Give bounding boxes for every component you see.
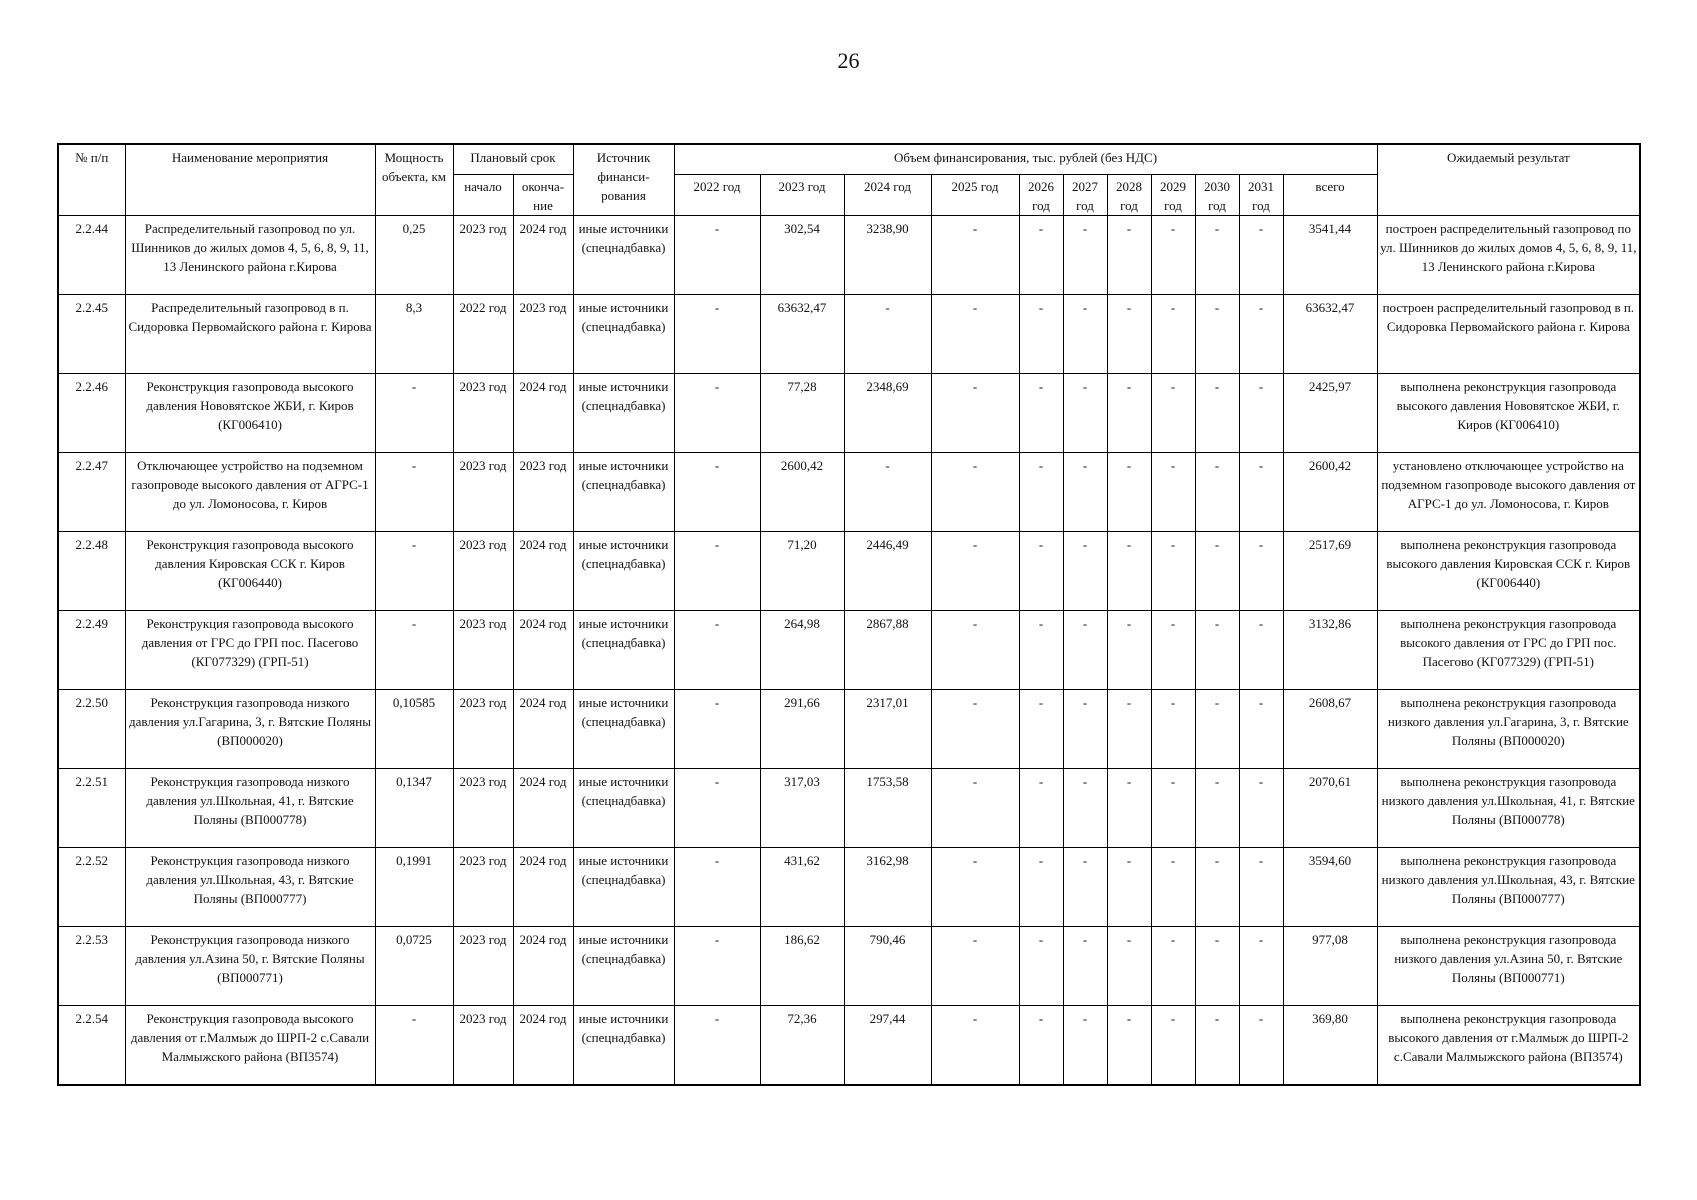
cell-source: иные источники (спецнадбавка) [573,690,674,769]
cell-start: 2023 год [453,690,513,769]
cell-year-value: 431,62 [760,848,844,927]
table-row [58,769,1640,848]
cell-year-value: - [1063,769,1107,848]
cell-year-value: - [1239,216,1283,295]
cell-year-value: - [1239,769,1283,848]
cell-start: 2023 год [453,532,513,611]
cell-year-value: 71,20 [760,532,844,611]
cell-num: 2.2.46 [58,374,125,453]
cell-name: Распределительный газопровод по ул. Шинников до жилых домов 4, 5, 6, 8, 9, 11, 13 Ленинского района г.Кирова [125,216,375,295]
cell-year-value: 2446,49 [844,532,931,611]
cell-year-value: - [1151,374,1195,453]
cell-end: 2024 год [513,374,573,453]
page-number: 26 [837,48,860,73]
header-year: 2030 год [1195,175,1239,216]
cell-name: Реконструкция газопровода высокого давления Кировская ССК г. Киров (КГ006440) [125,532,375,611]
cell-year-value: - [1107,769,1151,848]
table-row [58,453,1640,532]
cell-start: 2023 год [453,927,513,1006]
cell-num: 2.2.52 [58,848,125,927]
cell-year-value: - [1195,690,1239,769]
cell-year-value: 63632,47 [760,295,844,374]
cell-year-value: 3162,98 [844,848,931,927]
cell-year-value: - [1063,927,1107,1006]
cell-num: 2.2.44 [58,216,125,295]
cell-year-value: - [1195,374,1239,453]
cell-start: 2022 год [453,295,513,374]
cell-year-value: 2348,69 [844,374,931,453]
cell-year-value: - [1239,295,1283,374]
cell-start: 2023 год [453,848,513,927]
header-num: № п/п [58,144,125,216]
cell-year-value: - [1107,848,1151,927]
cell-capacity: - [375,611,453,690]
cell-year-value: - [1063,216,1107,295]
cell-year-value: - [1107,611,1151,690]
cell-total: 2600,42 [1283,453,1377,532]
cell-result: построен распределительный газопровод по ул. Шинников до жилых домов 4, 5, 6, 8, 9, 11, 13 Ленинского района г.Кирова [1377,216,1640,295]
header-total: всего [1283,175,1377,216]
cell-total: 2425,97 [1283,374,1377,453]
header-year: 2029 год [1151,175,1195,216]
cell-year-value: - [1151,453,1195,532]
cell-year-value: - [1239,690,1283,769]
cell-start: 2023 год [453,374,513,453]
cell-end: 2024 год [513,848,573,927]
cell-source: иные источники (спецнадбавка) [573,532,674,611]
cell-source: иные источники (спецнадбавка) [573,927,674,1006]
header-name: Наименование мероприятия [125,144,375,216]
cell-year-value: 297,44 [844,1006,931,1086]
cell-year-value: - [931,927,1019,1006]
cell-year-value: - [1019,532,1063,611]
table-row [58,848,1640,927]
cell-year-value: - [1107,374,1151,453]
cell-year-value: - [1151,769,1195,848]
cell-year-value: - [674,611,760,690]
cell-year-value: - [1019,769,1063,848]
cell-year-value: - [931,848,1019,927]
cell-end: 2024 год [513,927,573,1006]
cell-year-value: - [1195,295,1239,374]
cell-year-value: - [1195,532,1239,611]
cell-total: 369,80 [1283,1006,1377,1086]
cell-result: построен распределительный газопровод в п. Сидоровка Первомайского района г. Кирова [1377,295,1640,374]
cell-year-value: - [1151,927,1195,1006]
cell-year-value: - [674,453,760,532]
cell-result: выполнена реконструкция газопровода высокого давления от ГРС до ГРП пос. Пасегово (КГ077329) (ГРП-51) [1377,611,1640,690]
cell-year-value: - [1239,848,1283,927]
table-row [58,690,1640,769]
cell-year-value: - [1107,453,1151,532]
header-funding: Объем финансирования, тыс. рублей (без НДС) [674,144,1377,175]
cell-source: иные источники (спецнадбавка) [573,611,674,690]
header-source: Источник финанси-рования [573,144,674,216]
cell-start: 2023 год [453,1006,513,1086]
cell-result: выполнена реконструкция газопровода высокого давления Нововятское ЖБИ, г. Киров (КГ006410) [1377,374,1640,453]
cell-year-value: 186,62 [760,927,844,1006]
cell-year-value: - [1063,848,1107,927]
header-year: 2022 год [674,175,760,216]
cell-year-value: - [1239,453,1283,532]
header-year: 2031 год [1239,175,1283,216]
cell-year-value: - [1239,927,1283,1006]
cell-result: выполнена реконструкция газопровода высокого давления от г.Малмыж до ШРП-2 с.Савали Малмыжского района (ВП3574) [1377,1006,1640,1086]
cell-year-value: - [1195,453,1239,532]
cell-year-value: - [1063,453,1107,532]
cell-result: выполнена реконструкция газопровода низкого давления ул.Школьная, 43, г. Вятские Поляны (ВП000777) [1377,848,1640,927]
table-row [58,532,1640,611]
cell-year-value: - [1063,532,1107,611]
cell-year-value: - [1195,216,1239,295]
cell-year-value: - [1195,927,1239,1006]
cell-start: 2023 год [453,611,513,690]
cell-total: 3132,86 [1283,611,1377,690]
cell-start: 2023 год [453,769,513,848]
cell-year-value: - [674,927,760,1006]
cell-year-value: - [1107,1006,1151,1086]
cell-result: выполнена реконструкция газопровода низкого давления ул.Школьная, 41, г. Вятские Поляны (ВП000778) [1377,769,1640,848]
cell-start: 2023 год [453,453,513,532]
table-row [58,374,1640,453]
cell-year-value: - [1019,216,1063,295]
cell-year-value: - [1151,848,1195,927]
cell-year-value: - [1019,611,1063,690]
cell-total: 977,08 [1283,927,1377,1006]
cell-year-value: - [1151,690,1195,769]
cell-year-value: 302,54 [760,216,844,295]
cell-year-value: - [931,216,1019,295]
cell-source: иные источники (спецнадбавка) [573,453,674,532]
cell-year-value: - [1019,374,1063,453]
cell-capacity: 0,1991 [375,848,453,927]
header-year: 2028 год [1107,175,1151,216]
cell-year-value: - [1063,611,1107,690]
cell-year-value: - [674,848,760,927]
header-year: 2026 год [1019,175,1063,216]
cell-year-value: - [1151,1006,1195,1086]
cell-year-value: - [674,1006,760,1086]
cell-year-value: - [674,374,760,453]
cell-year-value: - [1151,532,1195,611]
cell-year-value: - [931,1006,1019,1086]
cell-year-value: - [931,690,1019,769]
cell-capacity: 0,0725 [375,927,453,1006]
cell-year-value: - [1107,295,1151,374]
header-term-end: оконча-ние [513,175,573,216]
cell-year-value: - [1151,295,1195,374]
cell-num: 2.2.47 [58,453,125,532]
cell-year-value: - [844,453,931,532]
cell-capacity: 0,10585 [375,690,453,769]
header-year: 2025 год [931,175,1019,216]
cell-end: 2023 год [513,295,573,374]
cell-capacity: 0,1347 [375,769,453,848]
cell-name: Реконструкция газопровода высокого давления от г.Малмыж до ШРП-2 с.Савали Малмыжского района (ВП3574) [125,1006,375,1086]
cell-result: установлено отключающее устройство на подземном газопроводе высокого давления от АГРС-1 до ул. Ломоносова, г. Киров [1377,453,1640,532]
cell-total: 3594,60 [1283,848,1377,927]
financing-table [57,143,1641,1086]
cell-num: 2.2.45 [58,295,125,374]
cell-end: 2023 год [513,453,573,532]
cell-year-value: - [1107,927,1151,1006]
cell-total: 3541,44 [1283,216,1377,295]
cell-end: 2024 год [513,532,573,611]
cell-year-value: - [674,216,760,295]
header-term-start: начало [453,175,513,216]
cell-total: 2517,69 [1283,532,1377,611]
cell-year-value: - [674,690,760,769]
cell-year-value: 317,03 [760,769,844,848]
cell-capacity: 8,3 [375,295,453,374]
cell-capacity: - [375,374,453,453]
cell-year-value: - [674,532,760,611]
cell-num: 2.2.51 [58,769,125,848]
cell-year-value: 72,36 [760,1006,844,1086]
cell-year-value: - [1239,532,1283,611]
cell-year-value: - [931,453,1019,532]
cell-end: 2024 год [513,1006,573,1086]
header-term: Плановый срок [453,144,573,175]
cell-year-value: 3238,90 [844,216,931,295]
cell-year-value: - [1107,532,1151,611]
cell-year-value: - [1151,611,1195,690]
cell-year-value: - [931,611,1019,690]
cell-name: Реконструкция газопровода высокого давления Нововятское ЖБИ, г. Киров (КГ006410) [125,374,375,453]
cell-num: 2.2.50 [58,690,125,769]
cell-year-value: - [1239,611,1283,690]
cell-year-value: - [1019,848,1063,927]
cell-capacity: 0,25 [375,216,453,295]
cell-capacity: - [375,1006,453,1086]
cell-year-value: - [1239,1006,1283,1086]
cell-year-value: - [1019,1006,1063,1086]
table-row [58,295,1640,374]
cell-name: Реконструкция газопровода высокого давления от ГРС до ГРП пос. Пасегово (КГ077329) (ГРП-51) [125,611,375,690]
cell-source: иные источники (спецнадбавка) [573,848,674,927]
cell-capacity: - [375,532,453,611]
cell-num: 2.2.49 [58,611,125,690]
table-row [58,611,1640,690]
cell-year-value: 264,98 [760,611,844,690]
cell-num: 2.2.48 [58,532,125,611]
cell-result: выполнена реконструкция газопровода высокого давления Кировская ССК г. Киров (КГ006440) [1377,532,1640,611]
cell-name: Реконструкция газопровода низкого давления ул.Школьная, 41, г. Вятские Поляны (ВП000778) [125,769,375,848]
header-year: 2023 год [760,175,844,216]
cell-result: выполнена реконструкция газопровода низкого давления ул.Гагарина, 3, г. Вятские Поляны (ВП000020) [1377,690,1640,769]
cell-source: иные источники (спецнадбавка) [573,295,674,374]
cell-capacity: - [375,453,453,532]
cell-name: Реконструкция газопровода низкого давления ул.Азина 50, г. Вятские Поляны (ВП000771) [125,927,375,1006]
cell-end: 2024 год [513,690,573,769]
table-row [58,1006,1640,1086]
cell-year-value: - [1019,690,1063,769]
cell-source: иные источники (спецнадбавка) [573,769,674,848]
cell-year-value: - [1195,1006,1239,1086]
cell-total: 2070,61 [1283,769,1377,848]
cell-source: иные источники (спецнадбавка) [573,374,674,453]
cell-end: 2024 год [513,611,573,690]
cell-end: 2024 год [513,216,573,295]
cell-year-value: 790,46 [844,927,931,1006]
cell-year-value: - [1063,690,1107,769]
cell-end: 2024 год [513,769,573,848]
cell-num: 2.2.54 [58,1006,125,1086]
cell-year-value: - [674,769,760,848]
table-row [58,216,1640,295]
cell-source: иные источники (спецнадбавка) [573,1006,674,1086]
header-year: 2024 год [844,175,931,216]
cell-name: Реконструкция газопровода низкого давления ул.Гагарина, 3, г. Вятские Поляны (ВП000020) [125,690,375,769]
cell-year-value: - [1107,216,1151,295]
cell-start: 2023 год [453,216,513,295]
cell-year-value: - [674,295,760,374]
cell-num: 2.2.53 [58,927,125,1006]
cell-year-value: - [1239,374,1283,453]
cell-name: Реконструкция газопровода низкого давления ул.Школьная, 43, г. Вятские Поляны (ВП000777) [125,848,375,927]
cell-result: выполнена реконструкция газопровода низкого давления ул.Азина 50, г. Вятские Поляны (ВП000771) [1377,927,1640,1006]
cell-year-value: 291,66 [760,690,844,769]
cell-name: Распределительный газопровод в п. Сидоровка Первомайского района г. Кирова [125,295,375,374]
cell-year-value: - [931,295,1019,374]
cell-year-value: 2867,88 [844,611,931,690]
cell-year-value: - [1019,927,1063,1006]
cell-year-value: 2317,01 [844,690,931,769]
cell-year-value: - [1063,1006,1107,1086]
cell-name: Отключающее устройство на подземном газопроводе высокого давления от АГРС-1 до ул. Ломоносова, г. Киров [125,453,375,532]
cell-total: 2608,67 [1283,690,1377,769]
cell-year-value: - [931,374,1019,453]
cell-year-value: - [1151,216,1195,295]
header-year: 2027 год [1063,175,1107,216]
cell-year-value: 2600,42 [760,453,844,532]
header-capacity: Мощность объекта, км [375,144,453,216]
cell-year-value: - [1107,690,1151,769]
cell-year-value: - [1195,769,1239,848]
table-row [58,927,1640,1006]
cell-source: иные источники (спецнадбавка) [573,216,674,295]
cell-year-value: - [844,295,931,374]
cell-year-value: - [1195,611,1239,690]
cell-year-value: - [1019,453,1063,532]
cell-year-value: - [931,532,1019,611]
cell-total: 63632,47 [1283,295,1377,374]
cell-year-value: - [1019,295,1063,374]
cell-year-value: - [1195,848,1239,927]
cell-year-value: - [1063,374,1107,453]
cell-year-value: - [931,769,1019,848]
header-result: Ожидаемый результат [1377,144,1640,216]
cell-year-value: - [1063,295,1107,374]
cell-year-value: 1753,58 [844,769,931,848]
cell-year-value: 77,28 [760,374,844,453]
